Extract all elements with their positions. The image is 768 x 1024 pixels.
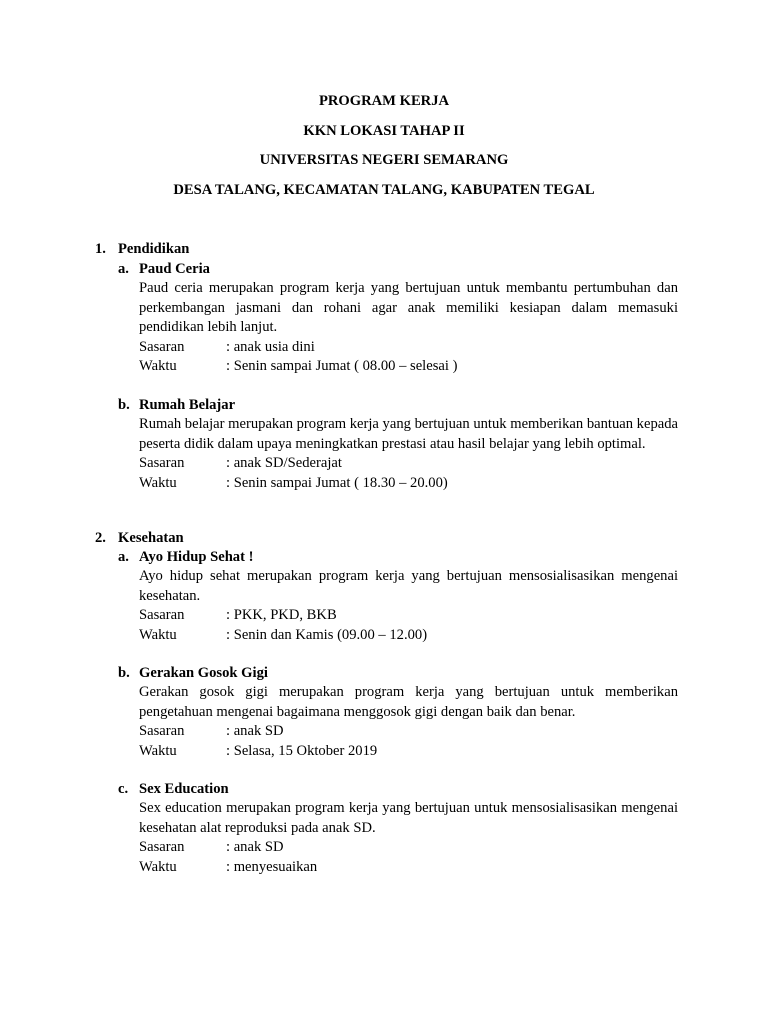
sasaran-label: Sasaran [139,338,185,355]
item-waktu-row [139,858,678,877]
item-waktu-row [139,742,678,761]
header-line-location: DESA TALANG, KECAMATAN TALANG, KABUPATEN TEGAL [173,182,595,198]
header-line-university: UNIVERSITAS NEGERI SEMARANG [259,152,509,168]
section-title: Pendidikan [118,241,190,257]
sasaran-label: Sasaran [139,607,185,624]
item-description: Paud ceria merupakan program kerja yang bertujuan untuk membantu pertumbuhan dan perkembangan jasmani dan rohani agar anak memiliki kesiapan dalam memasuki pendidikan lebih lanjut. [139,280,678,336]
program-item-ayo-hidup-sehat [118,548,678,645]
item-title: Sex Education [139,781,229,797]
section-number: 2. [95,530,106,546]
sasaran-value: : anak usia dini [226,338,315,355]
item-sasaran-row [139,838,678,857]
section-title: Kesehatan [118,530,184,546]
item-title: Ayo Hidup Sehat ! [139,549,254,565]
waktu-label: Waktu [139,474,177,491]
item-letter: b. [118,397,130,413]
program-item-gerakan-gosok-gigi [118,664,678,761]
item-letter: a. [118,261,129,277]
waktu-value: : Senin sampai Jumat ( 08.00 – selesai ) [226,358,458,374]
item-waktu-row [139,357,678,376]
item-heading [118,260,678,279]
program-item-sex-education [118,780,678,877]
section-heading [95,240,685,259]
sasaran-label: Sasaran [139,839,185,856]
waktu-label: Waktu [139,742,177,759]
item-sasaran-row [139,454,678,473]
sasaran-label: Sasaran [139,455,185,472]
waktu-label: Waktu [139,358,177,374]
sasaran-value: : anak SD [226,723,284,740]
program-item-paud-ceria [118,260,678,376]
item-sasaran-row [139,606,678,625]
section-number: 1. [95,241,106,257]
item-description: Sex education merupakan program kerja yang bertujuan untuk mensosialisasikan mengenai kesehatan alat reproduksi pada anak SD. [139,800,678,836]
waktu-label: Waktu [139,626,177,643]
item-sasaran-row [139,338,678,357]
item-heading [118,664,678,683]
waktu-value: : Selasa, 15 Oktober 2019 [226,742,378,759]
item-title: Rumah Belajar [139,397,236,413]
item-letter: a. [118,549,129,565]
item-description: Gerakan gosok gigi merupakan program kerja yang bertujuan untuk memberikan pengetahuan mengenai bagaimana menggosok gigi dengan baik dan benar. [139,684,678,720]
item-description: Ayo hidup sehat merupakan program kerja yang bertujuan mensosialisasikan mengenai kesehatan. [139,568,678,604]
item-letter: b. [118,665,130,681]
section-kesehatan [95,529,685,548]
item-heading [118,396,678,415]
item-description: Rumah belajar merupakan program kerja yang bertujuan untuk memberikan bantuan kepada peserta didik dalam upaya meningkatkan prestasi atau hasil belajar yang lebih optimal. [139,416,678,452]
section-pendidikan [95,240,685,259]
item-waktu-row [139,474,678,493]
waktu-value: : Senin sampai Jumat ( 18.30 – 20.00) [226,474,448,491]
program-item-rumah-belajar [118,396,678,493]
header-line-kkn: KKN LOKASI TAHAP II [303,123,465,139]
item-title: Paud Ceria [139,261,210,277]
section-heading [95,529,685,548]
item-heading [118,548,678,567]
sasaran-value: : anak SD [226,839,284,856]
waktu-label: Waktu [139,858,177,875]
waktu-value: : menyesuaikan [226,858,318,875]
sasaran-value: : PKK, PKD, BKB [226,607,337,624]
sasaran-value: : anak SD/Sederajat [226,455,342,472]
item-heading [118,780,678,799]
waktu-value: : Senin dan Kamis (09.00 – 12.00) [226,626,428,643]
item-letter: c. [118,781,129,797]
header-line-program-kerja: PROGRAM KERJA [318,93,450,109]
item-waktu-row [139,626,678,645]
sasaran-label: Sasaran [139,723,185,740]
item-title: Gerakan Gosok Gigi [139,665,268,681]
item-sasaran-row [139,722,678,741]
